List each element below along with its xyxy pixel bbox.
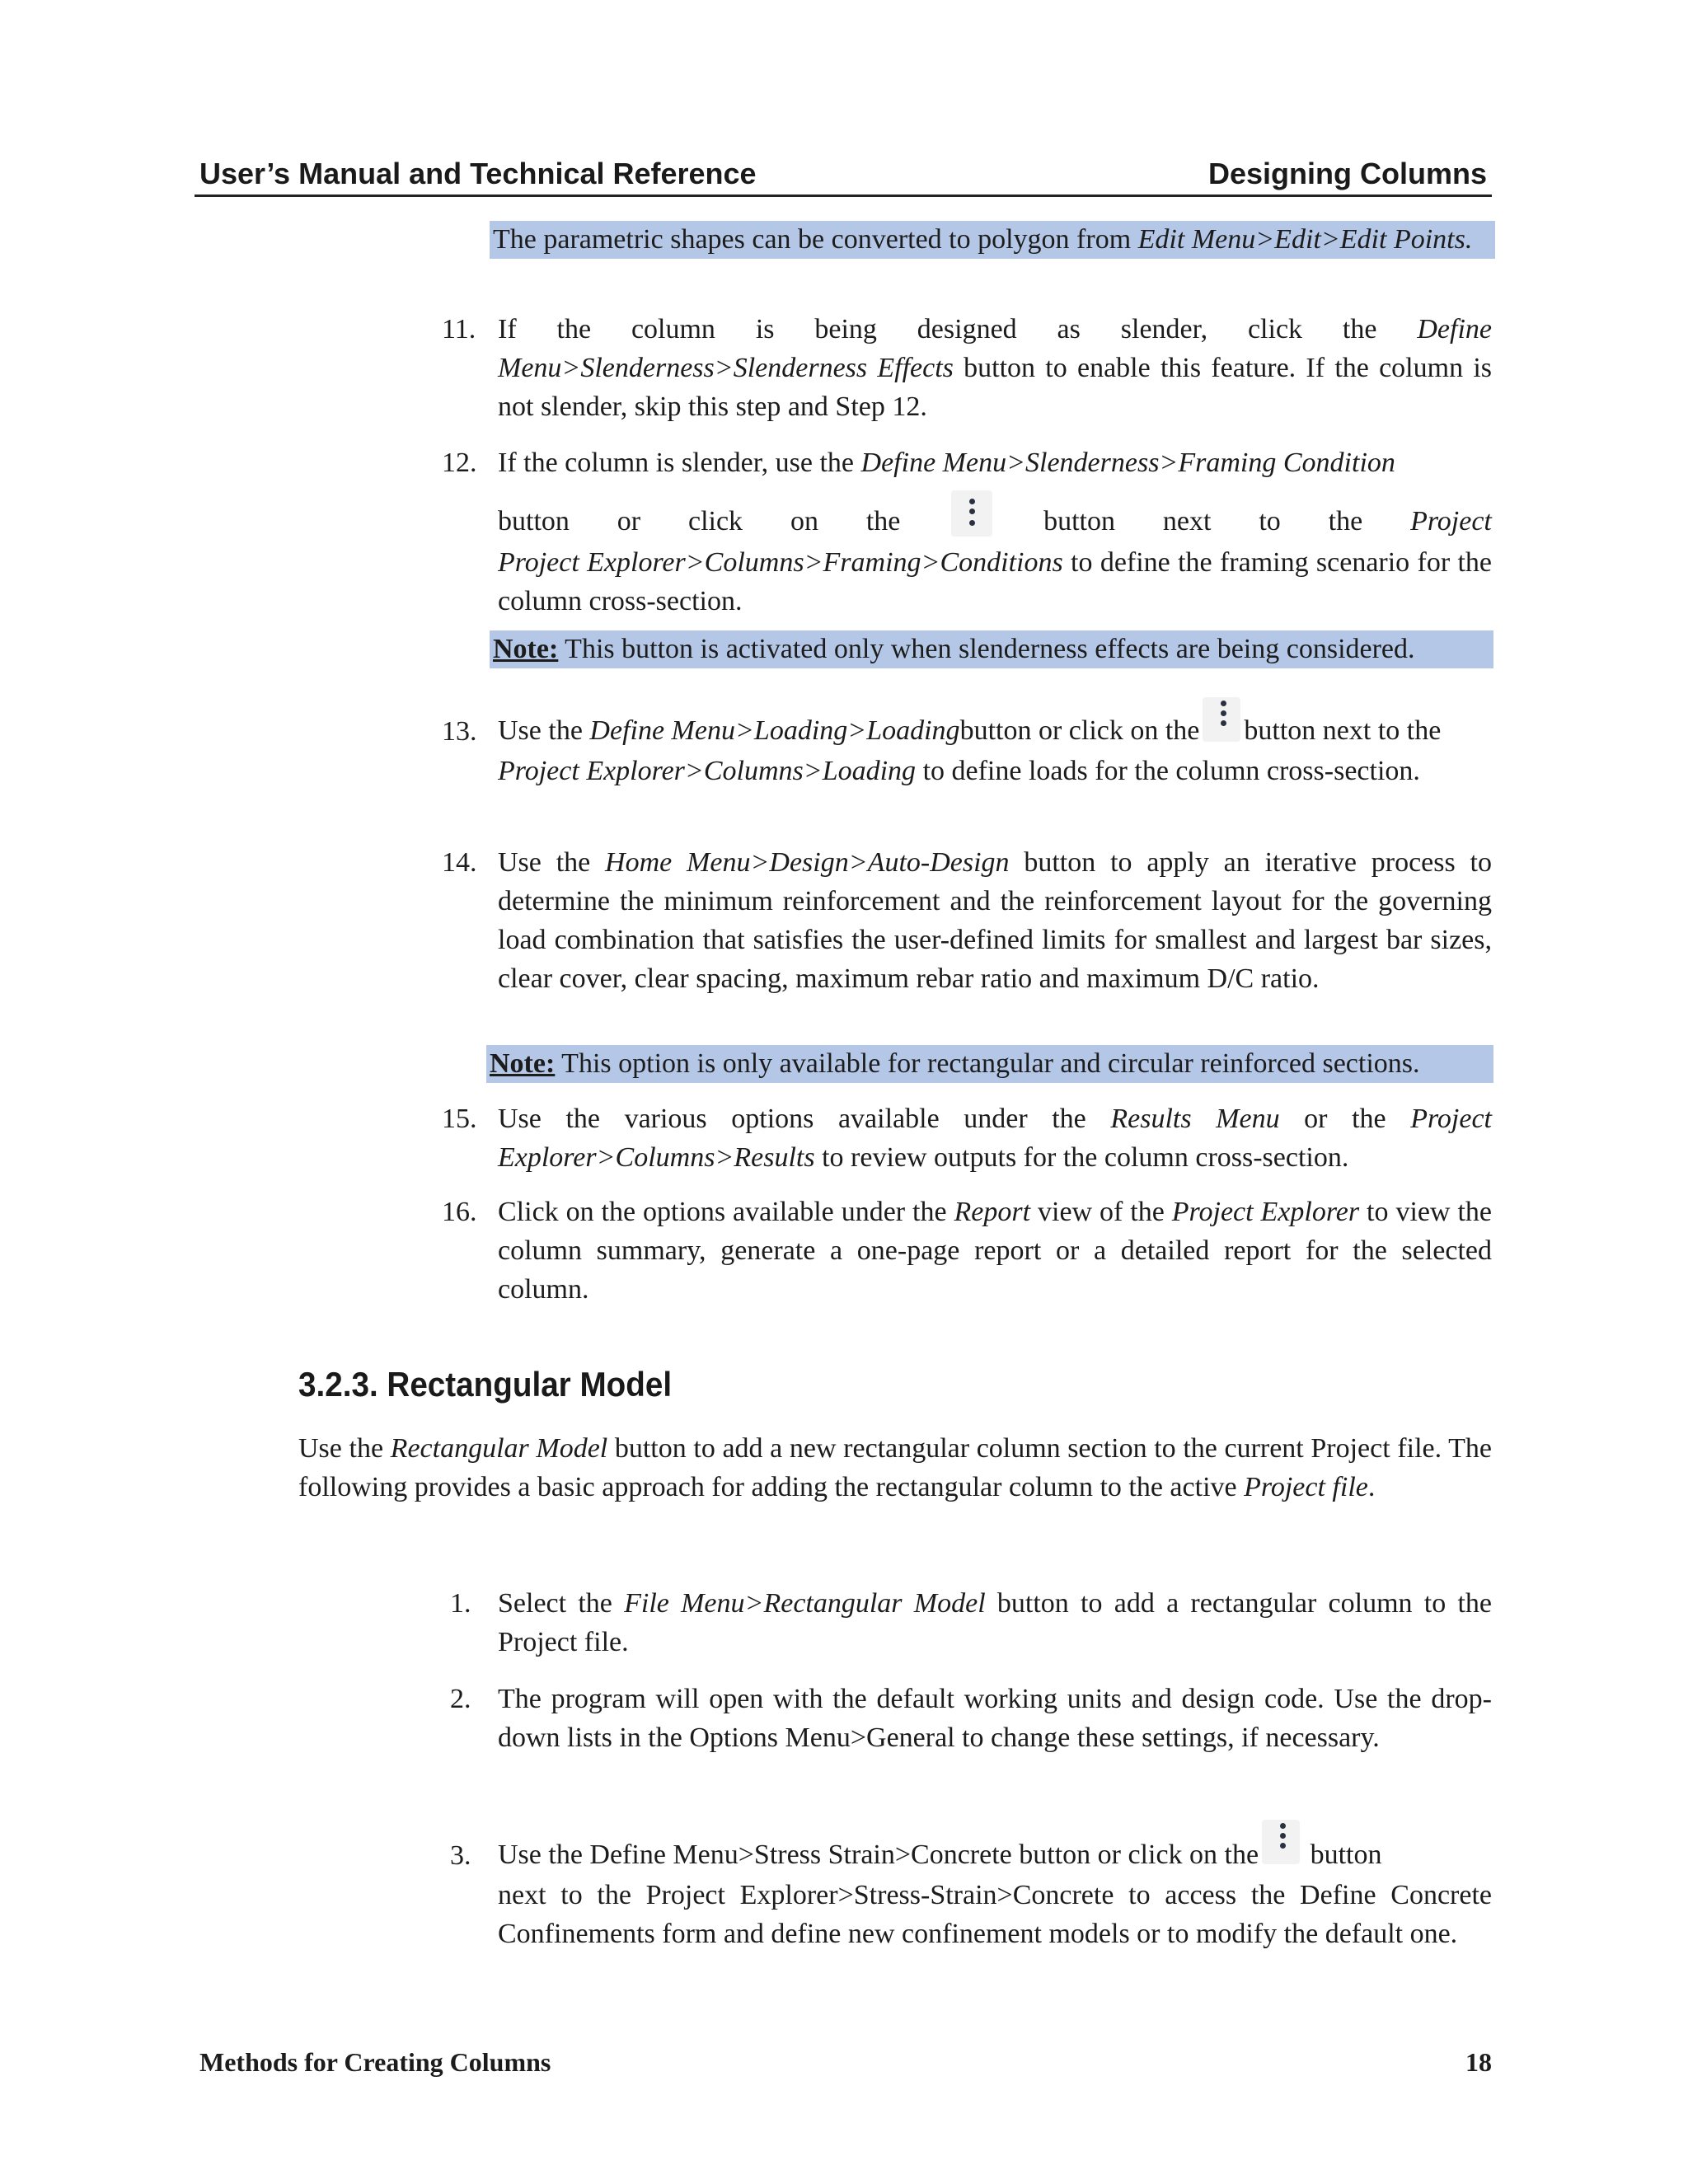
highlighted-note (490, 221, 1495, 259)
menu-path: Project Explorer>Columns>Results (498, 1104, 1492, 1173)
note-text: This button is activated only when slenderness effects are being considered. (558, 634, 1415, 664)
step-14 (442, 843, 1492, 998)
step-text: Use the Home Menu>Design>Auto-Design button to apply an iterative process to determine the minimum reinforcement and the reinforcement layout for the governing load combination that satisfies the user-defined limits for smallest and largest bar sizes, clear cover, clear spacing, maximum rebar ratio and maximum D/C ratio. (498, 847, 1492, 994)
ellipsis-menu-icon[interactable] (1203, 697, 1240, 742)
menu-path: Define Menu>Slenderness>Slenderness Effects (498, 314, 1492, 383)
note-auto-design (486, 1045, 1493, 1083)
project-explorer: Project Explorer (1171, 1197, 1360, 1227)
step-16 (442, 1193, 1492, 1309)
rect-step-2 (442, 1680, 1492, 1757)
menu-path: Results Menu (1110, 1104, 1280, 1134)
step-number: 14. (442, 847, 477, 878)
step-text: Click on the options available under the Report view of the Project Explorer to view the column summary, generate a one-page report or a detailed report for the selected column. (498, 1197, 1493, 1305)
menu-path: Define Menu>Loading>Loading (589, 715, 960, 746)
section-paragraph: Use the Rectangular Model button to add a new rectangular column section to the current Project file. The following provides a basic approach for adding the rectangular column to the active Project file. (298, 1433, 1492, 1502)
page-number: 18 (1465, 2047, 1492, 2077)
menu-path: Project Explorer>Columns>Framing>Conditions (498, 547, 1063, 578)
rect-step-1 (442, 1584, 1492, 1661)
menu-path: Home Menu>Design>Auto-Design (605, 847, 1010, 878)
highlight-menu-path: Edit Menu>Edit>Edit Points. (1137, 224, 1473, 255)
step-text: Use the Define Menu>Loading>Loading button or click on the button next to the Project Explorer>Columns>Loading to define loads for the column cross-section. (498, 707, 1492, 790)
menu-path: File Menu>Rectangular Model (624, 1588, 986, 1619)
note-label: Note: (490, 1048, 556, 1079)
step-number: 16. (442, 1197, 477, 1227)
step-text: Select the File Menu>Rectangular Model button to add a rectangular column to the Project file. (498, 1588, 1493, 1657)
step-number: 3. (450, 1840, 471, 1871)
menu-path: Define Menu>Slenderness>Framing Condition (860, 448, 1395, 478)
step-number: 2. (450, 1684, 471, 1714)
header-chapter: Designing Columns (1207, 157, 1487, 190)
step-11 (442, 310, 1492, 426)
menu-path: Project Explorer>Columns>Loading (498, 756, 917, 786)
step-13 (442, 707, 1492, 790)
step-number: 1. (450, 1588, 471, 1619)
note-text: This option is only available for rectangular and circular reinforced sections. (555, 1048, 1420, 1079)
step-text-continued: next to the Project Explorer>Stress-Strain>Concrete to access the Define Concrete Confinements form and define new confinement models or to modify the default one. (498, 1880, 1492, 1949)
ellipsis-menu-icon[interactable] (951, 490, 992, 537)
running-footer (199, 2047, 1492, 2078)
step-text: Use the Define Menu>Stress Strain>Concrete button or click on the button next to the Project Explorer>Stress-Strain>Concrete to access the Define Concrete Confinements form and define new confinement models or to modify the default one. (498, 1831, 1492, 1953)
highlight-text: The parametric shapes can be converted to polygon from (493, 224, 1138, 255)
footer-section: Methods for Creating Columns (199, 2047, 551, 2077)
running-header (195, 157, 1492, 197)
step-number: 12. (442, 448, 477, 478)
rect-step-3 (442, 1831, 1492, 1953)
step-text: Use the various options available under the Results Menu or the Project Explorer>Columns>Results to review outputs for the column cross-section. (498, 1104, 1492, 1173)
ellipsis-menu-icon[interactable] (1262, 1820, 1300, 1864)
note-slenderness (490, 630, 1493, 668)
header-title: User’s Manual and Technical Reference (199, 157, 757, 190)
note-label: Note: (493, 634, 559, 664)
step-number: 13. (442, 716, 477, 747)
section-heading: 3.2.3. Rectangular Model (298, 1365, 673, 1404)
report-view: Report (954, 1197, 1031, 1227)
project-file-ref: Project file (1244, 1472, 1368, 1502)
step-text: If the column is being designed as slender, click the Define Menu>Slenderness>Slenderness Effects button to enable this feature. If the column is not slender, skip this step and Step 12. (498, 314, 1493, 422)
rectangular-model-ref: Rectangular Model (390, 1433, 608, 1464)
step-12 (442, 443, 1492, 621)
step-number: 11. (442, 314, 476, 344)
step-text: The program will open with the default working units and design code. Use the drop-down lists in the Options Menu>General to change these settings, if necessary. (498, 1684, 1492, 1753)
step-number: 15. (442, 1104, 477, 1134)
step-15 (442, 1099, 1492, 1177)
step-text: If the column is slender, use the Define Menu>Slenderness>Framing Condition button or click on the button next to the Project Project Explorer>Columns>Framing>Conditions to define the framing scenario for the column cross-section. (498, 448, 1493, 616)
